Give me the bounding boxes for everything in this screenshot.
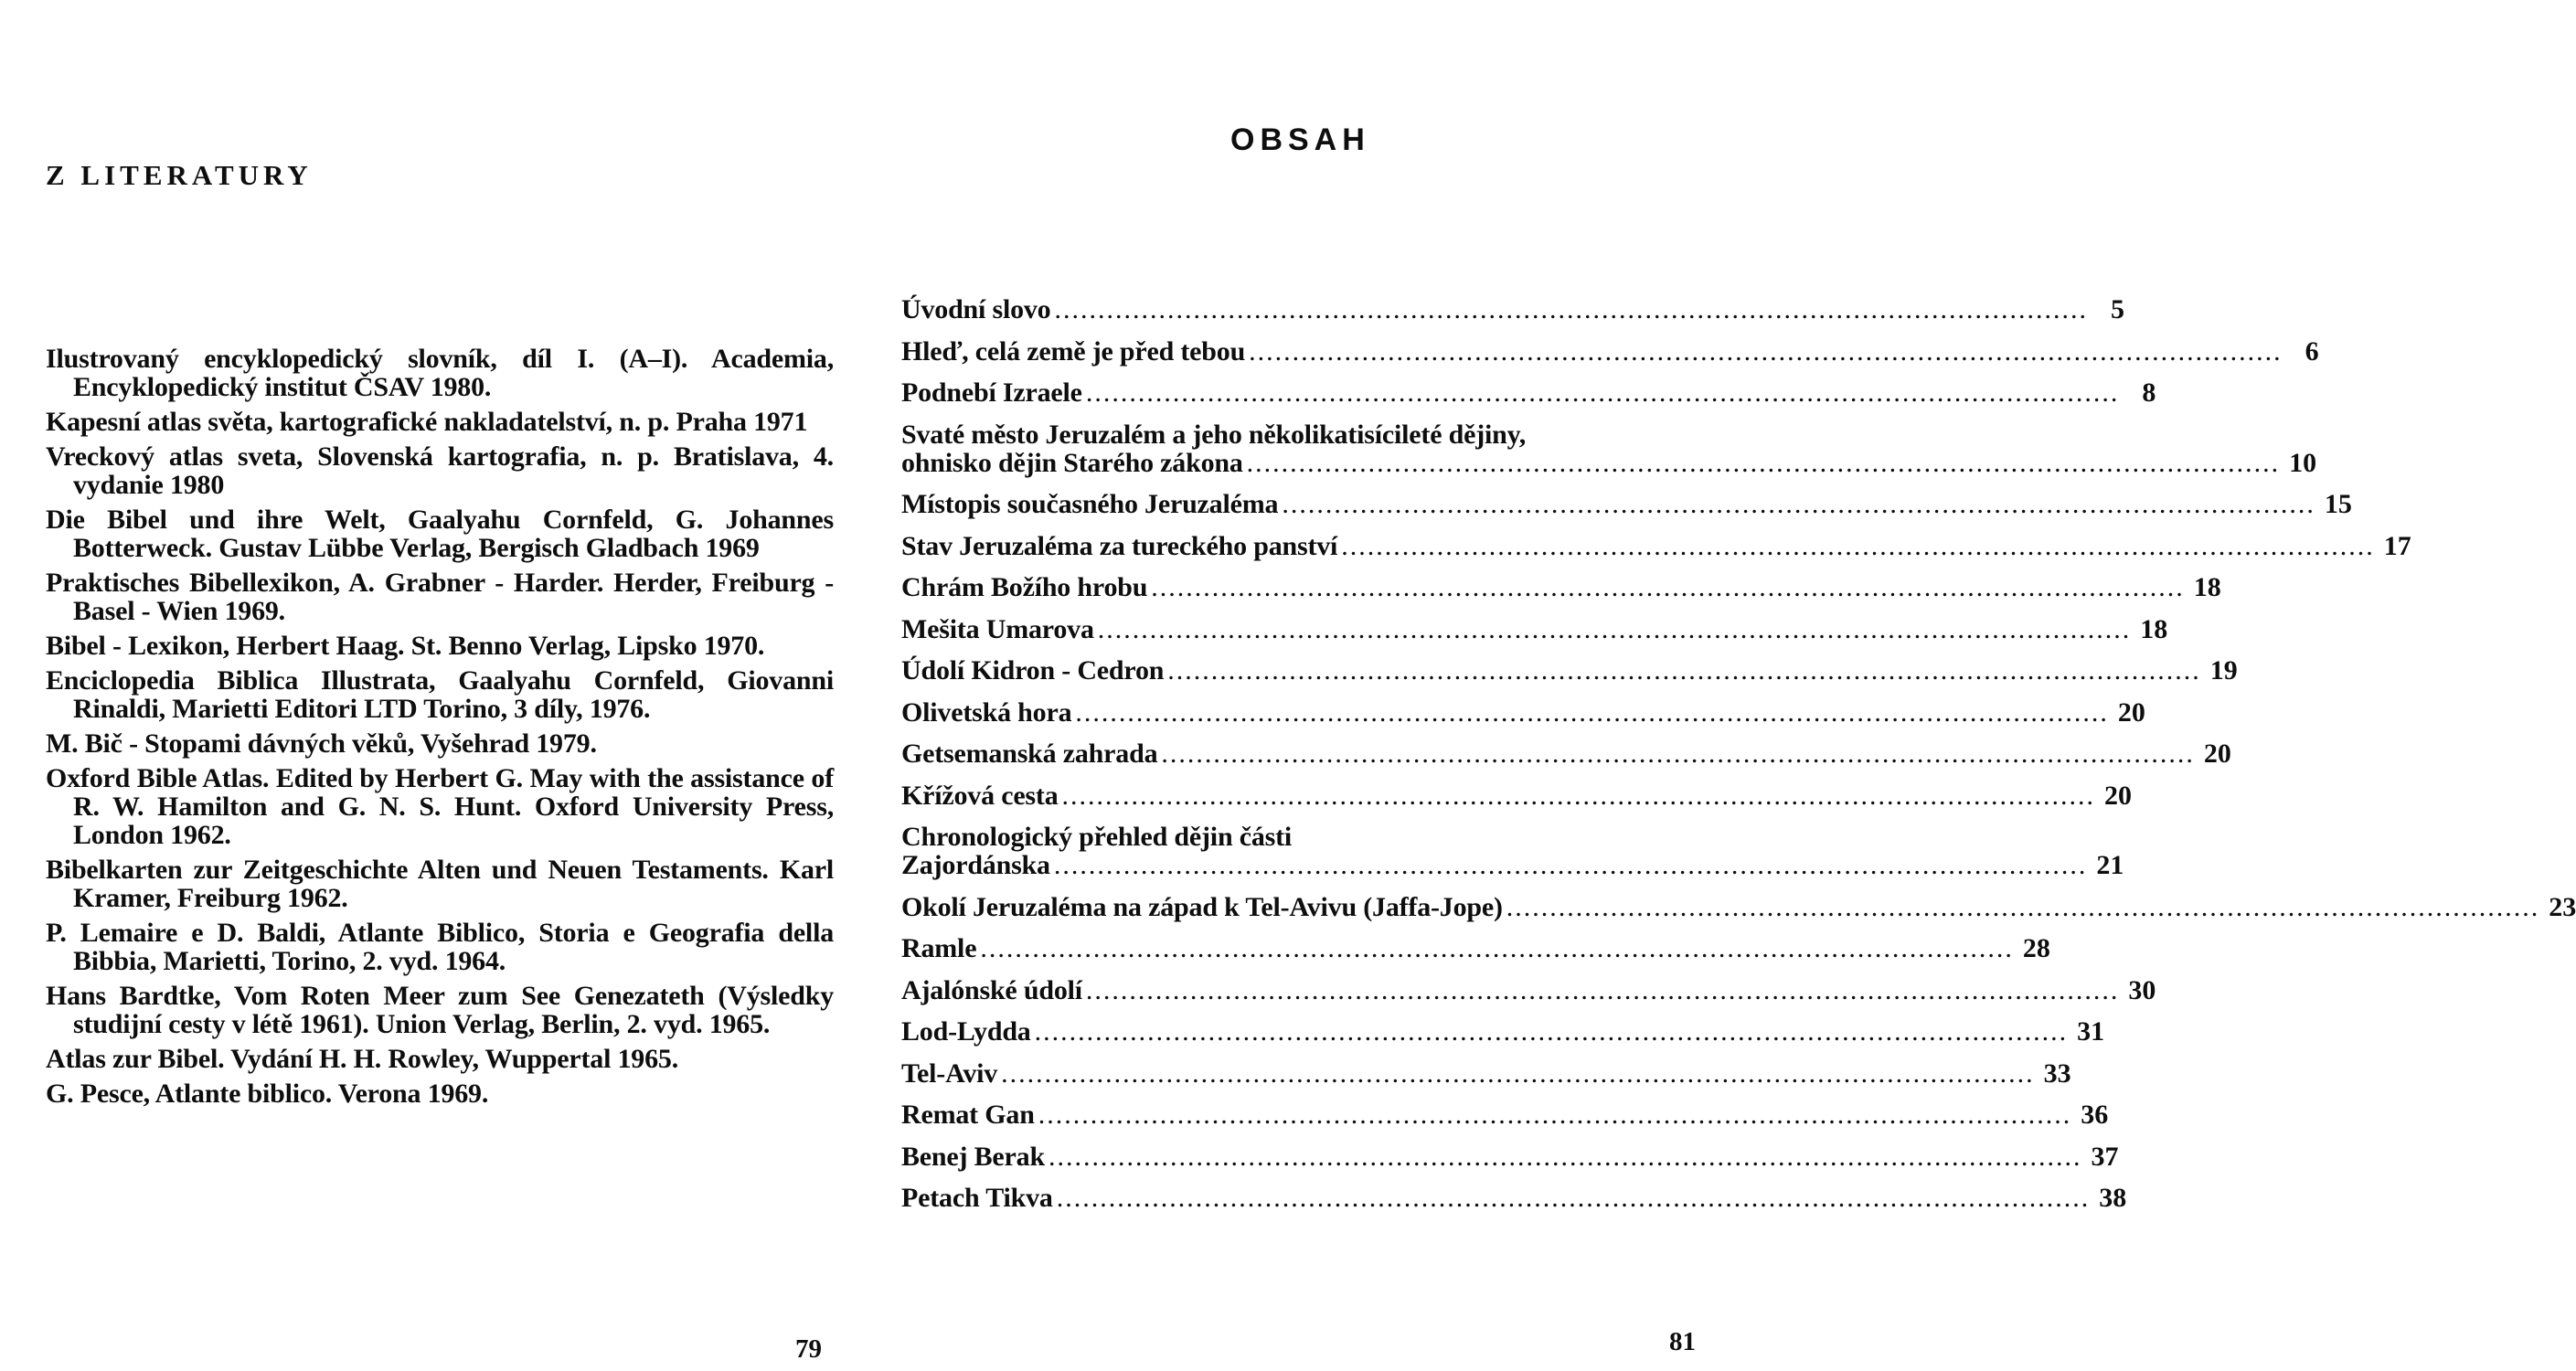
toc-title: Stav Jeruzaléma za tureckého panství [901, 530, 1338, 561]
toc-entry [901, 739, 2231, 769]
toc-page-number: 10 [2289, 447, 2317, 478]
toc-entry [901, 1183, 2127, 1213]
toc-entry [901, 696, 2145, 728]
bibliography-heading: Z LITERATURY [46, 159, 313, 191]
toc-page-number: 38 [2099, 1183, 2127, 1213]
toc-title: Chrám Božího hrobu [901, 572, 1148, 602]
bibliography-entry: Praktisches Bibellexikon, A. Grabner - Harder. Herder, Freiburg - Basel - Wien 1969. [46, 568, 834, 626]
toc-page-number: 37 [2091, 1141, 2119, 1172]
toc-title: Křížová cesta [901, 780, 1059, 811]
dot-leader: ....................................................................................................................... [1151, 572, 2185, 602]
dot-leader: ....................................................................................................................... [1054, 294, 2088, 324]
toc-title: Olivetská hora [901, 696, 1072, 728]
dot-leader: ....................................................................................................................... [1161, 739, 2195, 769]
toc-entry [901, 530, 2411, 561]
toc-title-first-line: Svaté město Jeruzalém a jeho několikatisícileté dějiny, [901, 419, 1527, 450]
toc-title: Tel-Aviv [901, 1057, 998, 1089]
toc-title: Ajalónské údolí [901, 974, 1082, 1005]
bibliography-entry: Hans Bardtke, Vom Roten Meer zum See Genezateth (Výsledky studijní cesty v létě 1961). Union Verlag, Berlin, 2. vyd. 1965. [46, 981, 834, 1039]
bibliography-entry: Atlas zur Bibel. Vydání H. H. Rowley, Wuppertal 1965. [46, 1044, 679, 1074]
dot-leader: ....................................................................................................................... [1056, 1183, 2091, 1213]
contents-heading: OBSAH [1230, 122, 1370, 157]
toc-title: Mešita Umarova [901, 613, 1094, 644]
bibliography-entry: G. Pesce, Atlante biblico. Verona 1969. [46, 1079, 489, 1109]
toc-title: Zajordánska [901, 850, 1050, 880]
toc-title: Petach Tikva [901, 1183, 1053, 1213]
toc-entry [901, 419, 2317, 478]
dot-leader: ....................................................................................................................... [1167, 655, 2201, 686]
table-of-contents [901, 294, 2576, 1226]
toc-page-number: 28 [2022, 933, 2050, 963]
toc-entry [901, 780, 2132, 811]
bibliography-entry: Bibelkarten zur Zeitgeschichte Alten und Neuen Testaments. Karl Kramer, Freiburg 1962. [46, 855, 834, 913]
toc-page-number: 5 [2110, 294, 2124, 324]
toc-entry [901, 974, 2156, 1005]
toc-entry [901, 377, 2156, 408]
toc-entry [901, 335, 2319, 367]
toc-page-number: 23 [2549, 891, 2576, 922]
toc-entry [901, 489, 2352, 519]
bibliography-entry: Die Bibel und ihre Welt, Gaalyahu Cornfeld, G. Johannes Botterweck. Gustav Lübbe Verlag, Bergisch Gladbach 1969 [46, 505, 834, 563]
toc-entry [901, 613, 2168, 644]
dot-leader: ....................................................................................................................... [1246, 447, 2281, 478]
bibliography-entry: Enciclopedia Biblica Illustrata, Gaalyahu Cornfeld, Giovanni Rinaldi, Marietti Editori LTD Torino, 3 díly, 1976. [46, 665, 834, 724]
toc-title: Hleď, celá země je před tebou [901, 335, 1246, 367]
bibliography-entry: Bibel - Lexikon, Herbert Haag. St. Benno Verlag, Lipsko 1970. [46, 631, 765, 661]
toc-entry [901, 294, 2124, 324]
dot-leader: ....................................................................................................................... [1001, 1057, 2035, 1089]
toc-entry [901, 1016, 2105, 1047]
toc-title: Getsemanská zahrada [901, 739, 1158, 769]
toc-entry [901, 1100, 2109, 1130]
toc-title: Okolí Jeruzaléma na západ k Tel-Avivu (Jaffa-Jope) [901, 891, 1503, 922]
bibliography-entry: P. Lemaire e D. Baldi, Atlante Biblico, Storia e Geografia della Bibbia, Marietti, Torino, 2. vyd. 1964. [46, 918, 834, 976]
bibliography-list [46, 345, 834, 1114]
toc-page-number: 6 [2305, 335, 2319, 367]
page-number-left: 79 [795, 1334, 822, 1364]
dot-leader: ....................................................................................................................... [980, 933, 2014, 963]
toc-title: ohnisko dějin Starého zákona [901, 447, 1243, 478]
toc-title: Lod-Lydda [901, 1016, 1031, 1047]
bibliography-entry: Vreckový atlas sveta, Slovenská kartografia, n. p. Bratislava, 4. vydanie 1980 [46, 441, 834, 500]
bibliography-entry: Oxford Bible Atlas. Edited by Herbert G. May with the assistance of R. W. Hamilton and G. N. S. Hunt. Oxford University Press, London 1962. [46, 763, 834, 850]
dot-leader: ....................................................................................................................... [1034, 1016, 2069, 1047]
bibliography-entry: Ilustrovaný encyklopedický slovník, díl I. (A–I). Academia, Encyklopedický institut ČSAV 1980. [46, 344, 834, 402]
toc-page-number: 21 [2096, 850, 2124, 880]
bibliography-entry: M. Bič - Stopami dávných věků, Vyšehrad 1979. [46, 728, 597, 759]
toc-page-number: 20 [2117, 696, 2145, 728]
left-page [0, 0, 865, 1371]
dot-leader: ....................................................................................................................... [1341, 530, 2375, 561]
toc-title-first-line: Chronologický přehled dějin části [901, 822, 1293, 852]
dot-leader: ....................................................................................................................... [1061, 780, 2095, 811]
dot-leader: ....................................................................................................................... [1085, 974, 2120, 1005]
toc-page-number: 20 [2104, 780, 2132, 811]
right-page [865, 0, 2576, 1371]
dot-leader: ....................................................................................................................... [1282, 489, 2315, 519]
toc-page-number: 8 [2142, 377, 2156, 408]
toc-page-number: 15 [2324, 489, 2352, 519]
dot-leader: ....................................................................................................................... [1249, 335, 2283, 367]
toc-entry [901, 1141, 2119, 1172]
dot-leader: ....................................................................................................................... [1506, 891, 2540, 922]
toc-title: Ramle [901, 933, 977, 963]
toc-page-number: 17 [2383, 530, 2411, 561]
toc-entry [901, 891, 2576, 922]
toc-page-number: 20 [2203, 739, 2231, 769]
toc-page-number: 33 [2043, 1057, 2071, 1089]
toc-title: Benej Berak [901, 1141, 1045, 1172]
dot-leader: ....................................................................................................................... [1085, 377, 2120, 408]
toc-title: Úvodní slovo [901, 294, 1051, 324]
dot-leader: ....................................................................................................................... [1075, 696, 2109, 728]
dot-leader: ....................................................................................................................... [1048, 1141, 2082, 1172]
toc-page-number: 19 [2209, 655, 2238, 686]
toc-entry [901, 1057, 2071, 1089]
dot-leader: ....................................................................................................................... [1053, 850, 2088, 880]
dot-leader: ....................................................................................................................... [1097, 613, 2132, 644]
toc-page-number: 18 [2193, 572, 2221, 602]
toc-entry [901, 822, 2124, 880]
toc-page-number: 18 [2140, 613, 2168, 644]
page-number-right: 81 [1669, 1327, 1696, 1356]
toc-entry [901, 933, 2050, 963]
toc-title: Remat Gan [901, 1100, 1035, 1130]
toc-page-number: 30 [2128, 974, 2156, 1005]
dot-leader: ....................................................................................................................... [1038, 1100, 2072, 1130]
toc-title: Údolí Kidron - Cedron [901, 655, 1165, 686]
toc-page-number: 31 [2077, 1016, 2105, 1047]
toc-title: Podnebí Izraele [901, 377, 1082, 408]
toc-entry [901, 655, 2238, 686]
bibliography-entry: Kapesní atlas světa, kartografické nakladatelství, n. p. Praha 1971 [46, 407, 808, 437]
toc-title: Místopis současného Jeruzaléma [901, 489, 1279, 519]
toc-page-number: 36 [2081, 1100, 2109, 1130]
toc-entry [901, 572, 2221, 602]
